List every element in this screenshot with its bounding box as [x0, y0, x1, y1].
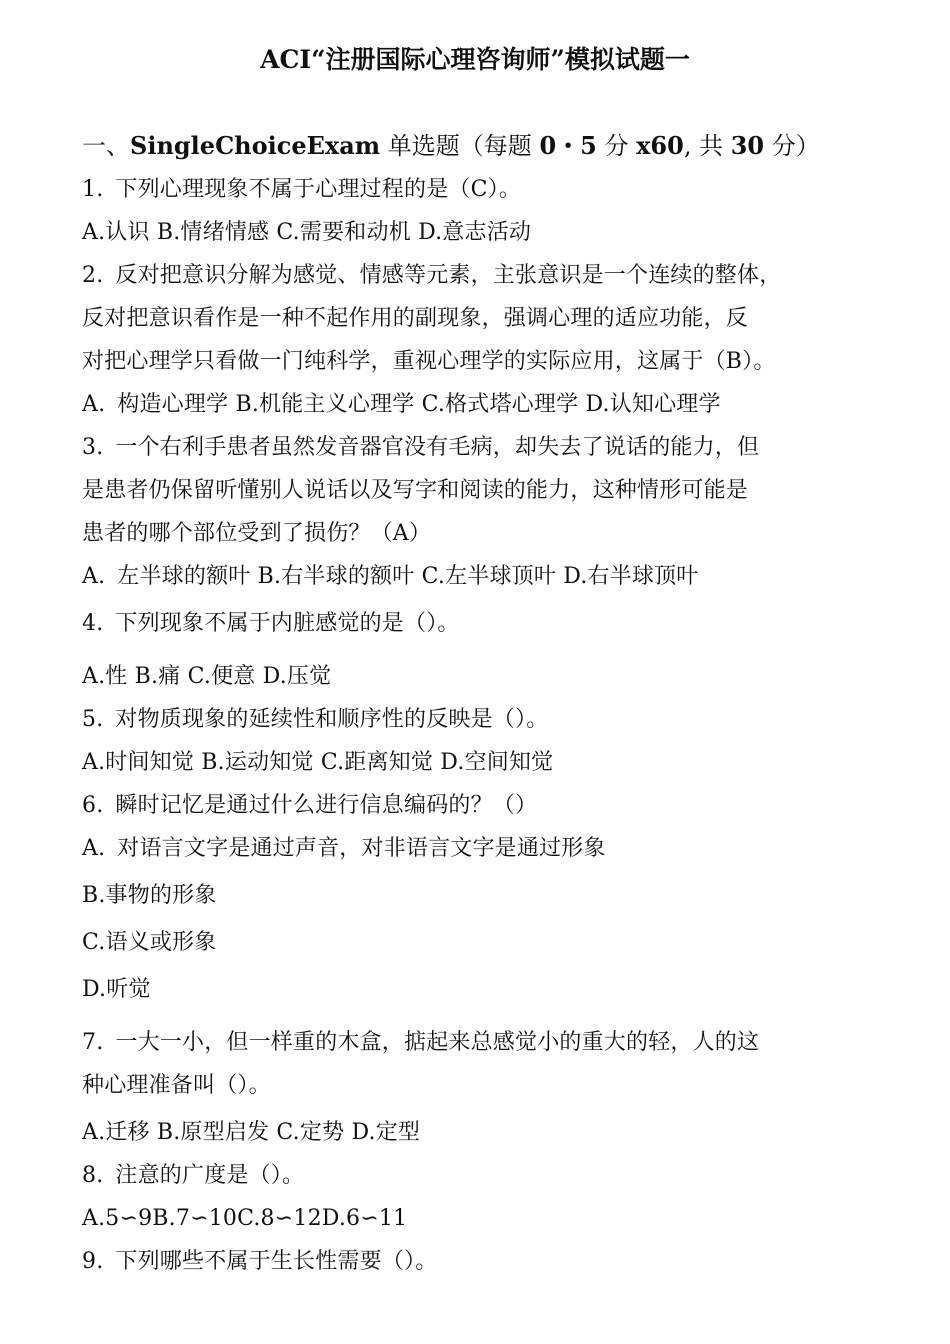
question-5-stem: 5. 对物质现象的延续性和顺序性的反映是（）。: [82, 707, 549, 732]
question-list: [82, 168, 912, 1283]
question-6-option-b: B.事物的形象: [82, 883, 217, 908]
question-3-stem: 3. 一个右利手患者虽然发音器官没有毛病，却失去了说话的能力，但: [82, 435, 760, 460]
question-6-option-a: A. 对语言文字是通过声音，对非语言文字是通过形象: [82, 836, 606, 861]
question-6-stem: 6. 瞬时记忆是通过什么进行信息编码的？（）: [82, 793, 538, 818]
document-title: ACI“注册国际心理咨询师”模拟试题一: [260, 45, 690, 74]
question-4-stem: 4. 下列现象不属于内脏感觉的是（）。: [82, 611, 460, 636]
question-6-option-c: C.语义或形象: [82, 930, 217, 955]
question-3-stem-line: 是患者仍保留听懂别人说话以及写字和阅读的能力，这种情形可能是: [82, 478, 749, 503]
section-heading: 一、SingleChoiceExam 单选题（每题 0・5 分 x60, 共 30 分）: [82, 131, 820, 160]
question-7-options: A.迁移 B.原型启发 C.定势 D.定型: [82, 1120, 421, 1145]
question-2-options: A. 构造心理学 B.机能主义心理学 C.格式塔心理学 D.认知心理学: [82, 392, 721, 417]
question-7-stem: 7. 一大一小，但一样重的木盒，掂起来总感觉小的重大的轻，人的这: [82, 1030, 760, 1055]
question-4-options: A.性 B.痛 C.便意 D.压觉: [82, 664, 332, 689]
question-3-stem-line: 患者的哪个部位受到了损伤？（A）: [82, 521, 432, 546]
question-5-options: A.时间知觉 B.运动知觉 C.距离知觉 D.空间知觉: [82, 750, 554, 775]
question-8-options: A.5∽9B.7∽10C.8∽12D.6∽11: [82, 1206, 408, 1231]
question-1-options: A.认识 B.情绪情感 C.需要和动机 D.意志活动: [82, 220, 532, 245]
question-7-stem-line: 种心理准备叫（）。: [82, 1073, 271, 1098]
question-2-stem-line: 对把心理学只看做一门纯科学，重视心理学的实际应用，这属于（B）。: [82, 349, 776, 374]
question-6-option-d: D.听觉: [82, 977, 151, 1002]
question-2-stem-line: 反对把意识看作是一种不起作用的副现象，强调心理的适应功能，反: [82, 306, 749, 331]
question-9-stem: 9. 下列哪些不属于生长性需要（）。: [82, 1249, 438, 1274]
question-8-stem: 8. 注意的广度是（）。: [82, 1163, 305, 1188]
question-2-stem: 2. 反对把意识分解为感觉、情感等元素，主张意识是一个连续的整体，: [82, 263, 782, 288]
question-1-stem: 1. 下列心理现象不属于心理过程的是（C）。: [82, 177, 522, 202]
question-3-options: A. 左半球的额叶 B.右半球的额叶 C.左半球顶叶 D.右半球顶叶: [82, 564, 699, 589]
